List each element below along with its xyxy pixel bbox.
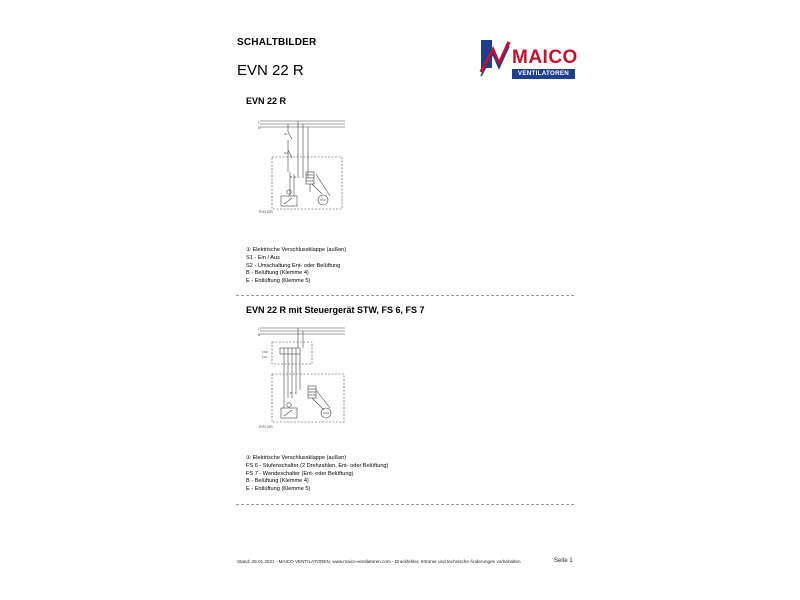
section-label: SCHALTBILDER [237,37,317,48]
maico-logo [479,38,578,80]
legend-item: S2 - Umschaltung Ent- oder Belüftung [246,262,341,269]
section-divider [236,295,574,296]
controller-label-fs6: FS6 [262,350,268,354]
legend-item: S1 - Ein / Aus [246,254,280,261]
legend-item: E - Entlüftung (Klemme 5) [246,486,311,493]
svg-text:L: L [258,327,260,331]
section-divider [236,504,574,505]
svg-text:B: B [290,175,293,179]
maico-emblem-icon [479,38,511,80]
controller-label-fs7: FS7 [262,355,268,359]
legend-item: FS 7 - Wendeschalter (Ent- oder Belüftung) [246,470,354,477]
legend-item: B - Belüftung (Klemme 4) [246,270,309,277]
legend-item: ① Elektrische Verschlussklappe (außen) [246,455,347,461]
wiring-diagram-2 [250,320,355,430]
footer-text: Stand: 29.01.2021 - MAICO VENTILATOREN, www.maico-ventilatoren.com - Druckfehler, Irrtümer und technische Änderungen vorbehalten [237,559,521,564]
svg-text:E: E [294,175,297,179]
svg-text:N: N [258,126,261,130]
diagram2-model-label: EVN 22R [259,425,273,429]
svg-text:B: B [290,391,293,395]
svg-text:L: L [258,120,260,124]
wiring-diagram-1 [250,112,355,220]
document-title: EVN 22 R [237,62,304,79]
page-number: Seite 1 [554,558,573,564]
legend-item: FS 6 - Stufenschalter (2 Drehzahlen, Ent- oder Belüftung) [246,462,389,469]
diagram1-model-label: EVN 22R [259,210,273,214]
svg-text:E: E [295,391,298,395]
legend-item: B - Belüftung (Klemme 4) [246,478,309,485]
diagram2-legend [246,455,388,494]
svg-text:N: N [258,333,261,337]
svg-text:S2: S2 [284,151,288,155]
svg-text:S1: S1 [284,132,288,136]
diagram1-heading: EVN 22 R [246,96,287,106]
logo-wordmark: MAICO [512,47,578,68]
diagram1-legend [246,247,346,286]
legend-item: ① Elektrische Verschlussklappe (außen) [246,247,347,253]
legend-item: E - Entlüftung (Klemme 5) [246,278,311,285]
diagram2-heading: EVN 22 R mit Steuergerät STW, FS 6, FS 7 [246,305,425,315]
logo-subtitle-bar: VENTILATOREN [512,69,575,79]
